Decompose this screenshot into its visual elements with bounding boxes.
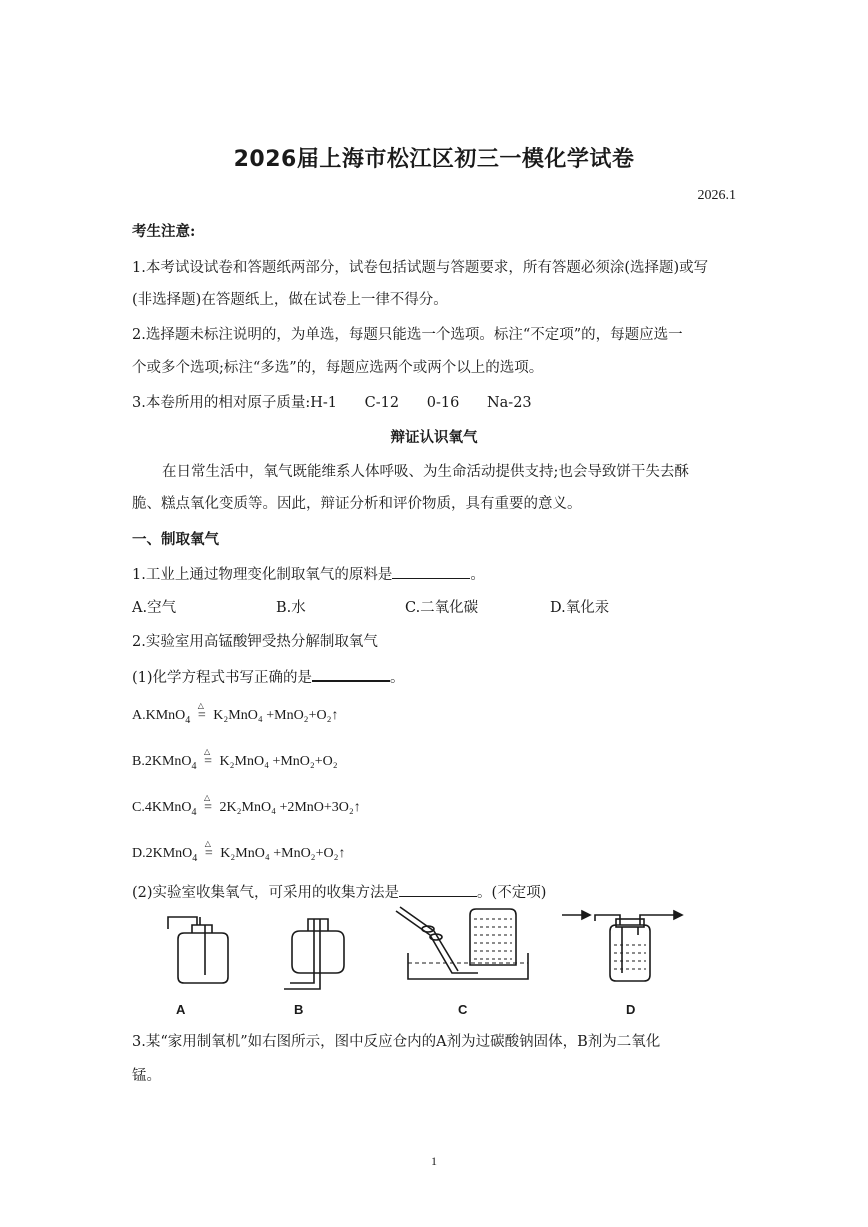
eq-c-lhs: 4KMnO	[144, 800, 192, 815]
intro-line-2: 脆、糕点氧化变质等。因此，辩证分析和评价物质，具有重要的意义。	[132, 496, 582, 512]
heat-equals-sign: △ =	[204, 747, 212, 769]
figure-label-a: A	[176, 1002, 186, 1017]
section-title: 辩证认识氧气	[390, 429, 478, 446]
eq-c-label: C.	[132, 800, 145, 815]
q1-stem-end: 。	[470, 567, 485, 583]
page-number: 1	[431, 1154, 437, 1168]
equation-c	[132, 793, 361, 818]
notice-line-4: 个或多个选项;标注“多选”的，每题应选两个或两个以上的选项。	[132, 360, 544, 376]
q1-stem-text: 1.工业上通过物理变化制取氧气的原料是	[132, 567, 393, 583]
q2-sub1-end: 。	[390, 670, 405, 686]
q2-sub2-text: (2)实验室收集氧气，可采用的收集方法是	[132, 885, 400, 901]
q3-line-2: 锰。	[132, 1068, 161, 1084]
q1-option-a: A.空气	[132, 600, 177, 616]
figure-label-d: D	[626, 1002, 636, 1017]
q1-option-d: D.氧化汞	[550, 600, 610, 616]
equation-a	[132, 701, 339, 726]
apparatus-c	[396, 907, 528, 979]
eq-d-rhs: K₂MnO₄ +MnO₂+O₂↑	[220, 846, 346, 861]
notice-line-2: (非选择题)在答题纸上，做在试卷上一律不得分。	[132, 292, 448, 308]
eq-d-lhs-sub: 4	[192, 852, 198, 864]
eq-b-lhs: 2KMnO	[144, 754, 192, 769]
q1-answer-blank	[392, 564, 470, 579]
eq-d-lhs: 2KMnO	[145, 846, 193, 861]
q2-sub2	[132, 882, 546, 903]
apparatus-a	[168, 917, 228, 983]
q2-sub2-blank	[399, 882, 477, 897]
exam-date: 2026.1	[697, 188, 736, 203]
eq-b-lhs-sub: 4	[191, 760, 197, 772]
notice-line-1: 1.本考试设试卷和答题纸两部分，试卷包括试题与答题要求，所有答题必须涂(选择题)或写	[132, 260, 709, 276]
part1-heading: 一、制取氧气	[132, 531, 219, 548]
gas-collection-apparatus-figure	[150, 905, 730, 1005]
eq-b-label: B.	[132, 754, 145, 769]
q2-stem: 2.实验室用高锰酸钾受热分解制取氧气	[132, 634, 378, 650]
equation-b	[132, 747, 338, 772]
heat-equals-sign: △ =	[204, 793, 212, 815]
apparatus-b	[284, 919, 344, 989]
notice-heading: 考生注意:	[132, 223, 196, 240]
eq-b-rhs: K₂MnO₄ +MnO₂+O₂	[219, 754, 338, 769]
q1-option-b: B.水	[276, 600, 306, 616]
q1-option-c: C.二氧化碳	[405, 600, 479, 616]
heat-equals-sign: △ =	[204, 839, 213, 861]
eq-a-rhs: K₂MnO₄ +MnO₂+O₂↑	[213, 708, 339, 723]
heat-symbol: △	[204, 747, 211, 756]
q3-line-1: 3.某“家用制氧机”如右图所示，图中反应仓内的A剂为过碳酸钠固体，B剂为二氧化	[132, 1034, 661, 1050]
q1-stem	[132, 564, 485, 585]
notice-line-3: 2.选择题未标注说明的，为单选，每题只能选一个选项。标注“不定项”的，每题应选一	[132, 327, 683, 343]
eq-c-lhs-sub: 4	[191, 806, 197, 818]
equation-d	[132, 839, 346, 864]
page-title: 2026届上海市松江区初三一模化学试卷	[233, 147, 635, 172]
eq-d-label: D.	[132, 846, 146, 861]
q2-sub1	[132, 666, 405, 688]
eq-c-rhs: 2K₂MnO₄ +2MnO+3O₂↑	[219, 800, 361, 815]
figure-label-b: B	[294, 1002, 304, 1017]
figure-label-c: C	[458, 1002, 468, 1017]
apparatus-d	[562, 911, 682, 981]
q2-sub1-blank	[312, 666, 390, 682]
heat-symbol: △	[197, 701, 204, 710]
eq-a-lhs: KMnO	[145, 708, 186, 723]
eq-a-lhs-sub: 4	[185, 714, 191, 726]
notice-line-5: 3.本卷所用的相对原子质量:H-1 C-12 0-16 Na-23	[132, 395, 532, 411]
heat-equals-sign: △ =	[197, 701, 206, 723]
heat-symbol: △	[204, 793, 211, 802]
eq-a-label: A.	[132, 708, 146, 723]
q2-sub2-end: 。(不定项)	[477, 885, 547, 901]
q2-sub1-text: (1)化学方程式书写正确的是	[132, 670, 313, 686]
heat-symbol: △	[204, 839, 211, 848]
intro-line-1: 在日常生活中，氧气既能维系人体呼吸、为生命活动提供支持;也会导致饼干失去酥	[162, 464, 689, 480]
